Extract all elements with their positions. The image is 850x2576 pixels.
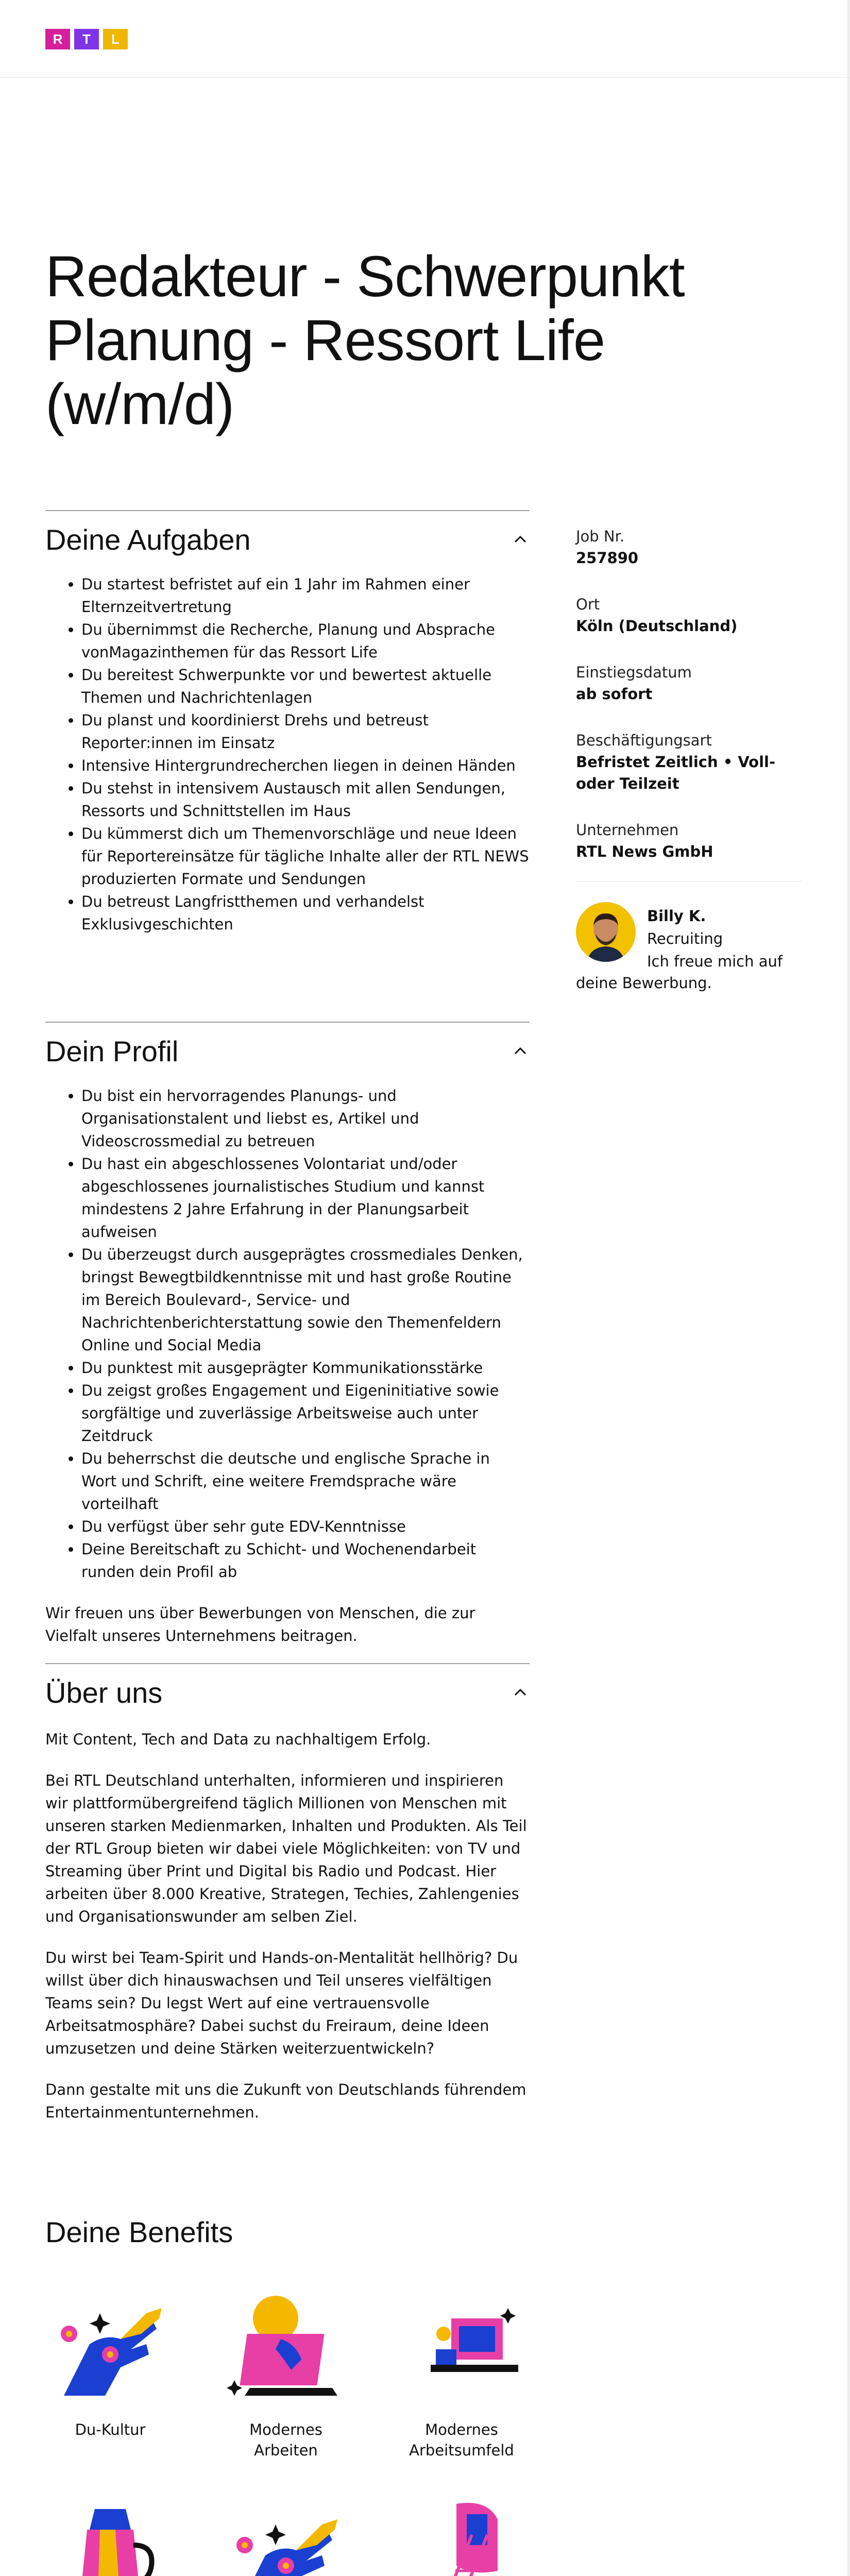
hand-flowers-icon xyxy=(43,2277,177,2411)
logo-letter-t: T xyxy=(74,29,99,49)
list-item: • Du hast ein abgeschlossenes Volontariat und/oder abgeschlossenes journalistisches Studium und kannst mindestens 2 Jahre Erfahrung in der Planungsarbeit aufweisen xyxy=(81,1153,530,1243)
benefit-label: Modernes Arbeitsumfeld xyxy=(409,2421,514,2459)
list-item: • Du bereitest Schwerpunkte vor und bewertest aktuelle Themen und Nachrichtenlagen xyxy=(81,664,530,709)
list-item: • Du übernimmst die Recherche, Planung und Absprache vonMagazinthemen für das Ressort Life xyxy=(81,618,530,664)
site-header xyxy=(0,0,850,78)
chevron-up-icon[interactable] xyxy=(511,1683,530,1702)
list-item: • Deine Bereitschaft zu Schicht- und Wochenendarbeit runden dein Profil ab xyxy=(81,1538,530,1583)
list-item: • Du zeigst großes Engagement und Eigeninitiative sowie sorgfältige und zuverlässige Arbeitsweise auch unter Zeitdruck xyxy=(81,1379,530,1447)
about-paragraph: Dann gestalte mit uns die Zukunft von Deutschlands führendem Entertainmentunternehmen. xyxy=(45,2081,526,2121)
list-item: • Du verfügst über sehr gute EDV-Kenntnisse xyxy=(81,1515,530,1538)
section-aufgaben-header[interactable] xyxy=(45,511,530,568)
meta-label: Unternehmen xyxy=(576,821,679,839)
section-ueber-uns xyxy=(45,1663,530,2124)
benefit-weiterbildung xyxy=(395,2488,529,2576)
job-details-sidebar xyxy=(576,526,803,990)
recruiter-name: Billy K. xyxy=(647,907,706,925)
section-profil xyxy=(45,1022,530,1647)
meta-value: 257890 xyxy=(576,549,639,567)
list-item: • Du stehst in intensivem Austausch mit allen Sendungen, Ressorts und Schnittstellen im Haus xyxy=(81,777,530,822)
sidebar-divider xyxy=(576,881,803,882)
list-item: • Du punktest mit ausgeprägter Kommunikationsstärke xyxy=(81,1357,530,1379)
aufgaben-list xyxy=(45,573,530,936)
meta-job-nr xyxy=(576,526,803,569)
profil-list xyxy=(45,1084,530,1583)
meta-beschaeftigungsart xyxy=(576,730,803,794)
benefit-modernes-arbeiten xyxy=(219,2277,353,2461)
page-scrollbar-track[interactable] xyxy=(847,0,849,2576)
meta-label: Ort xyxy=(576,596,600,613)
section-title: Deine Aufgaben xyxy=(45,523,251,556)
chevron-up-icon[interactable] xyxy=(511,530,530,549)
laptop-icon xyxy=(219,2277,353,2411)
meta-label: Einstiegsdatum xyxy=(576,664,692,681)
list-item: • Du kümmerst dich um Themenvorschläge und neue Ideen für Reportereinsätze für tägliche Inhalte aller der RTL NEWS produzierten Formate und Sendungen xyxy=(81,822,530,890)
list-item: • Du planst und koordinierst Drehs und betreust Reporter:innen im Einsatz xyxy=(81,709,530,754)
benefit-du-kultur xyxy=(43,2277,177,2440)
benefit-teamspirit xyxy=(219,2488,353,2576)
hands-flowers-icon xyxy=(219,2488,353,2576)
benefit-modernes-arbeitsumfeld xyxy=(395,2277,529,2461)
section-profil-header[interactable] xyxy=(45,1023,530,1079)
benefit-label: Modernes Arbeiten xyxy=(249,2421,322,2459)
rtl-logo[interactable] xyxy=(45,29,128,49)
recruiter-role: Recruiting xyxy=(647,930,723,947)
diversity-note: Wir freuen uns über Bewerbungen von Menschen, die zur Vielfalt unseres Unternehmens beitragen. xyxy=(45,1604,475,1645)
about-paragraph: Mit Content, Tech and Data zu nachhaltigem Erfolg. xyxy=(45,1731,431,1748)
meta-value: Befristet Zeitlich • Voll- oder Teilzeit xyxy=(576,753,776,792)
chevron-up-icon[interactable] xyxy=(511,1042,530,1060)
meta-value: ab sofort xyxy=(576,685,653,703)
meta-value: Köln (Deutschland) xyxy=(576,617,738,635)
benefits-title: Deine Benefits xyxy=(45,2216,233,2248)
recruiter-card xyxy=(576,902,803,990)
desk-icon xyxy=(395,2277,529,2411)
logo-letter-r: R xyxy=(45,29,70,49)
section-title: Über uns xyxy=(45,1676,163,1709)
meta-einstiegsdatum xyxy=(576,662,803,705)
about-paragraph: Bei RTL Deutschland unterhalten, informieren und inspirieren wir plattformübergreifend täglich Millionen von Menschen mit unseren starken Medienmarken, Inhalten und Produkten. Als Teil der RTL Group bieten wir dabei viele Möglichkeiten: von TV und Streaming über Print und Digital bis Radio und Podcast. Hier arbeiten über 8.000 Kreative, Strategen, Techies, Zahlengenies und Organisationswunder am selben Ziel. xyxy=(45,1772,527,1925)
list-item: • Intensive Hintergrundrecherchen liegen in deinen Händen xyxy=(81,754,530,777)
meta-unternehmen xyxy=(576,819,803,862)
list-item: • Du überzeugst durch ausgeprägtes crossmediales Denken, bringst Bewegtbildkenntnisse mit und hast große Routine im Bereich Boulevard-, Service- und Nachrichtenberichterstattung sowie den Themenfeldern Online und Social Media xyxy=(81,1243,530,1357)
list-item: • Du startest befristet auf ein 1 Jahr im Rahmen einer Elternzeitvertretung xyxy=(81,573,530,618)
meta-ort xyxy=(576,594,803,637)
recruiter-message: Ich freue mich auf deine Bewerbung. xyxy=(576,953,783,992)
benefit-label: Du-Kultur xyxy=(75,2421,146,2438)
section-title: Dein Profil xyxy=(45,1035,179,1067)
meta-label: Beschäftigungsart xyxy=(576,732,712,749)
meta-value: RTL News GmbH xyxy=(576,843,713,860)
list-item: • Du beherrschst die deutsche und englische Sprache in Wort und Schrift, eine weitere Fremdsprache wäre vorteilhaft xyxy=(81,1447,530,1515)
logo-letter-l: L xyxy=(103,29,128,49)
benefit-kantine xyxy=(43,2488,177,2576)
section-aufgaben xyxy=(45,510,530,936)
list-item: • Du betreust Langfristthemen und verhandelst Exklusivgeschichten xyxy=(81,890,530,936)
about-paragraph: Du wirst bei Team-Spirit und Hands-on-Mentalität hellhörig? Du willst über dich hinauswachsen und Teil unseres vielfältigen Teams sein? Du legst Wert auf eine vertrauensvolle Arbeitsatmosphäre? Dabei suchst du Freiraum, deine Ideen umzusetzen und deine Stärken weiterzuentwickeln? xyxy=(45,1949,518,2057)
coffee-icon xyxy=(43,2488,177,2576)
meta-label: Job Nr. xyxy=(576,528,625,545)
job-title: Redakteur - Schwerpunkt Planung - Ressort Life (w/m/d) xyxy=(45,244,685,436)
section-ueber-header[interactable] xyxy=(45,1664,530,1721)
list-item: • Du bist ein hervorragendes Planungs- und Organisationstalent und liebst es, Artikel und Videoscrossmedial zu betreuen xyxy=(81,1084,530,1153)
ladder-icon xyxy=(395,2488,529,2576)
